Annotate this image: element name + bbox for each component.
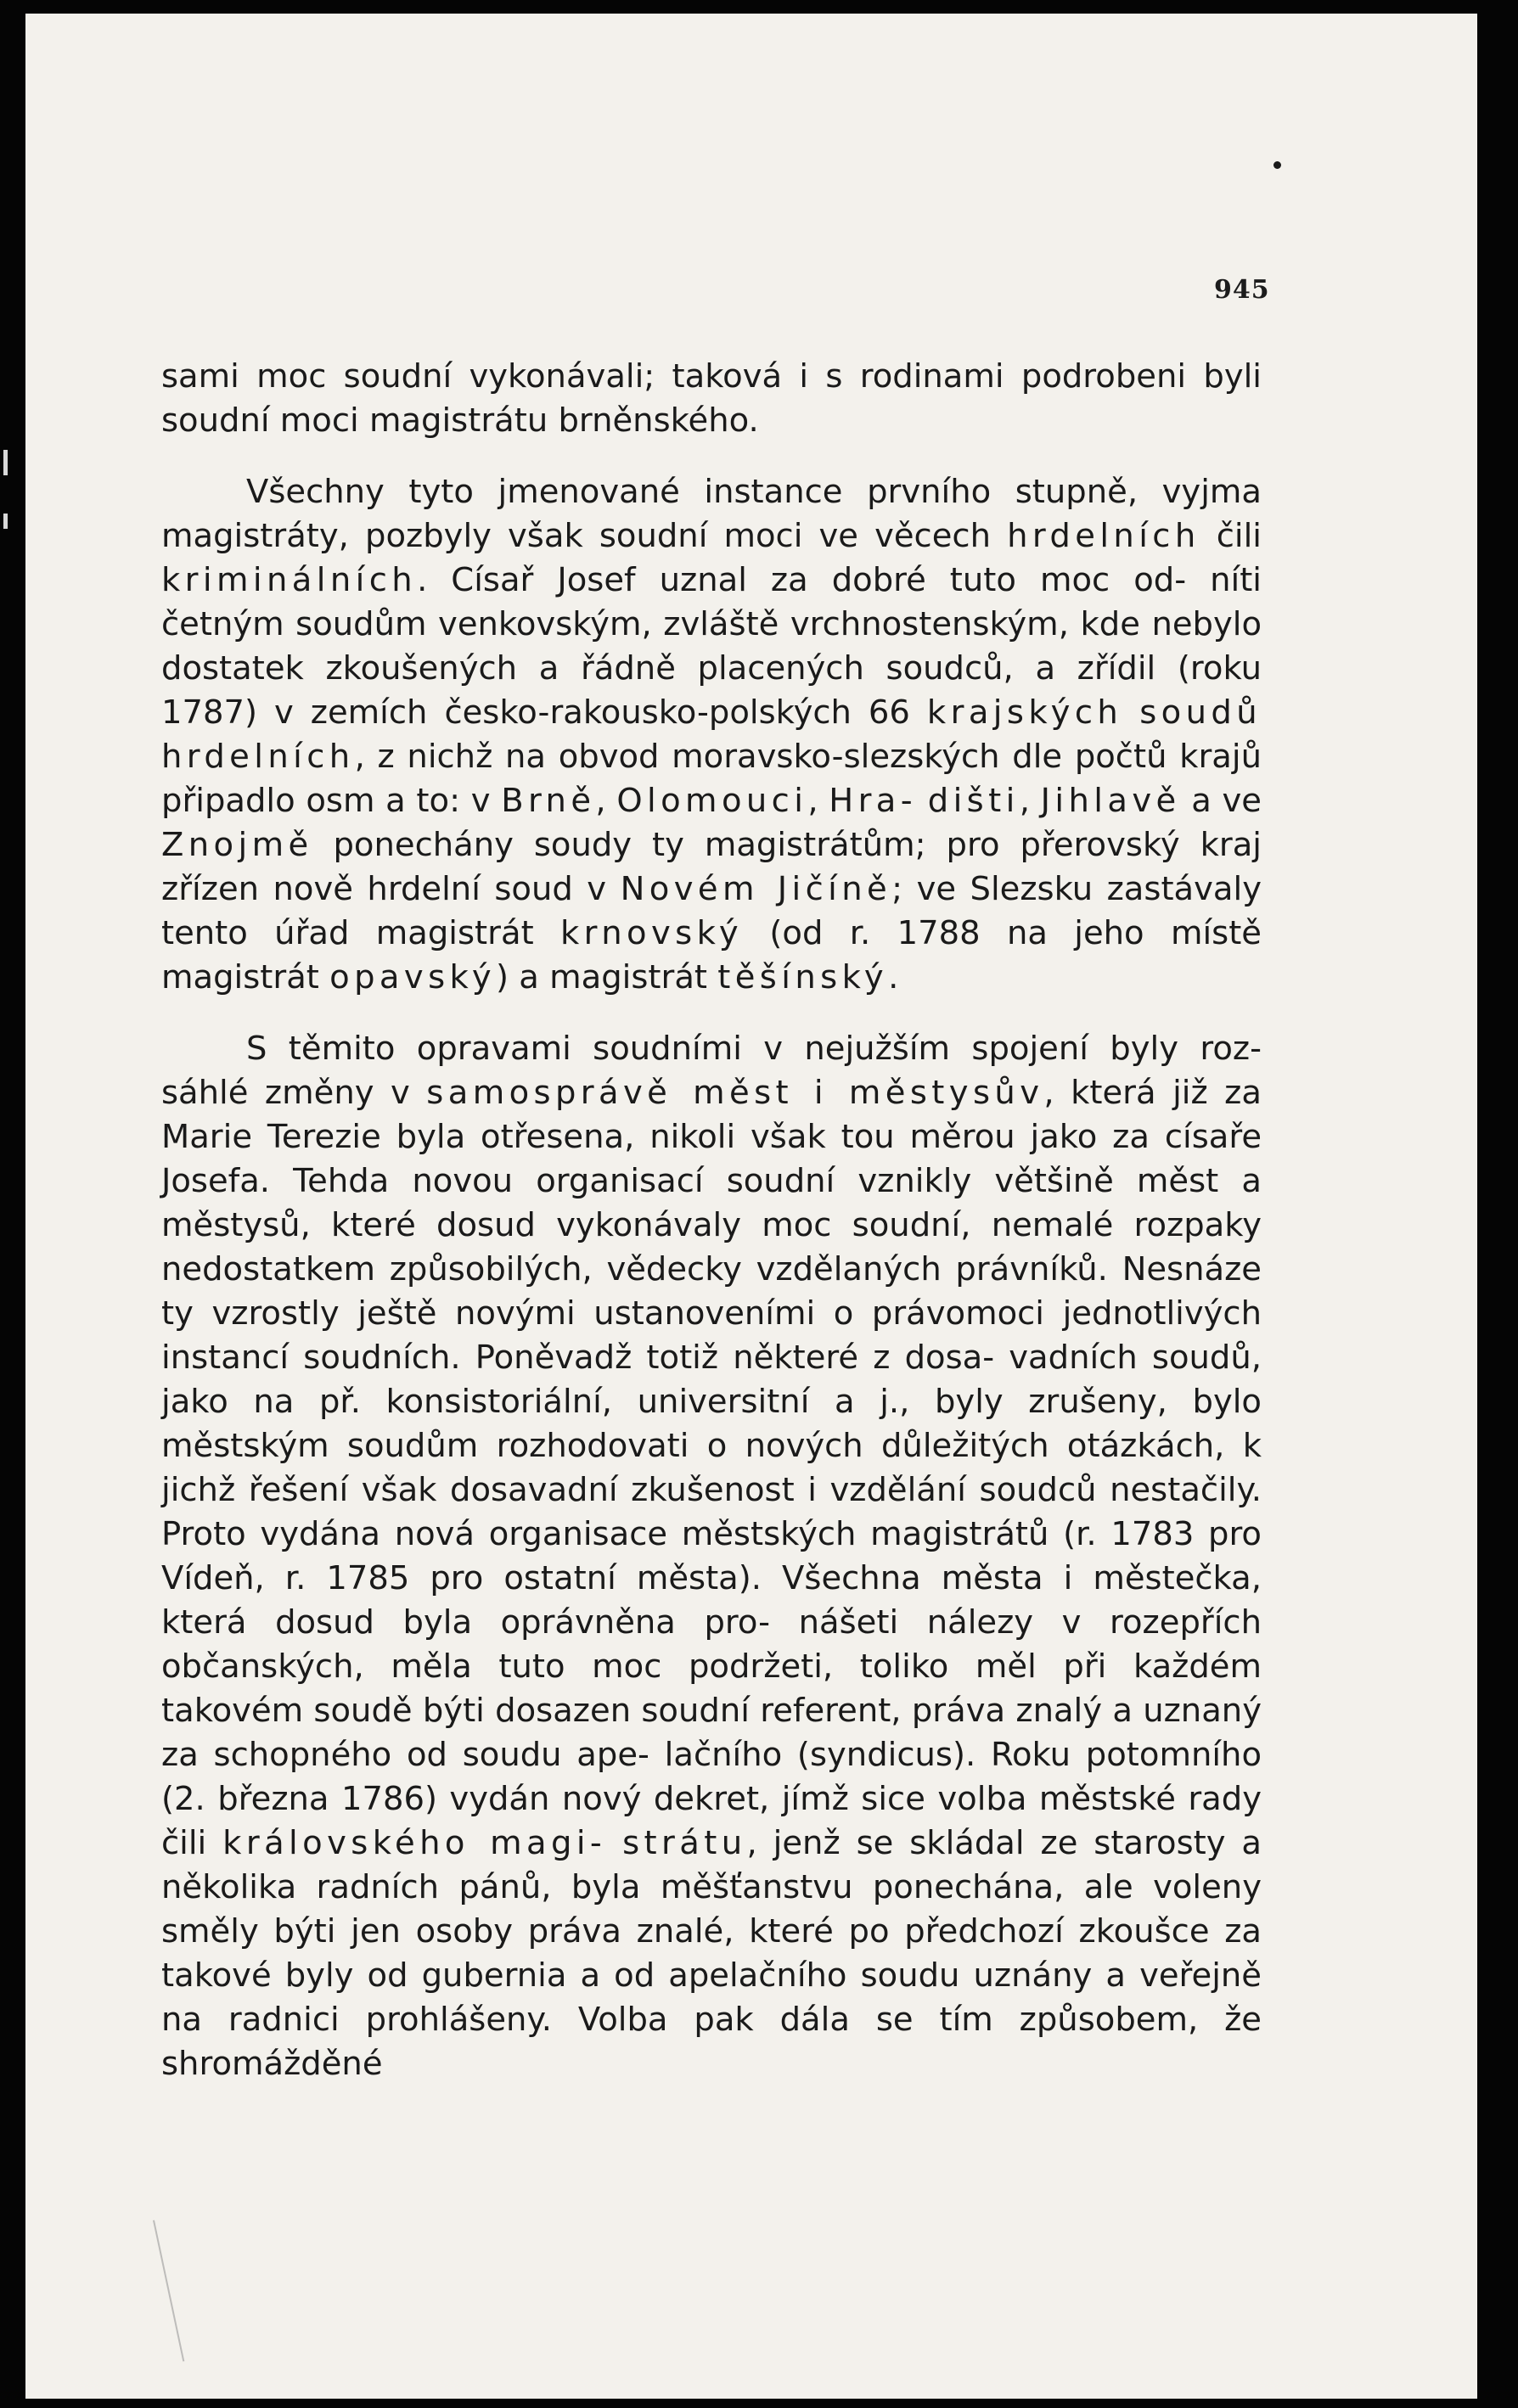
text-line: S těmito opravami soudními v nejužším spojení byly roz-: [246, 1030, 1262, 1068]
text-line: jednotlivých instancí soudních. Poněvadž totiž některé z dosa-: [161, 1294, 1262, 1377]
text-fragment: a ve: [1180, 782, 1262, 820]
scan-scratch: [153, 2220, 184, 2362]
text-fragment: ;: [891, 870, 903, 908]
text-line: rozpaky nedostatkem způsobilých, vědecky vzdělaných právníků.: [161, 1206, 1262, 1288]
text-line: byla měšťanstvu ponechána, ale voleny směly býti jen osoby: [161, 1868, 1262, 1951]
text-line: magistráty, pozbyly však soudní moci ve věcech: [161, 517, 1008, 555]
page-text: [161, 355, 1262, 2086]
text-line: magistrátů (r. 1783 pro Vídeň, r. 1785 pro ostatní města).: [161, 1515, 1262, 1597]
scan-margin-mark: [3, 514, 8, 529]
text-line: sáhlé změny v: [161, 1074, 427, 1112]
text-fragment: , jenž se skládal ze starosty a několika radních pánů,: [161, 1824, 1262, 1906]
page-number: 945: [1214, 275, 1270, 305]
text-line: byli soudní moci magistrátu brněnského.: [161, 357, 1262, 440]
emphasis: Olomouci: [616, 782, 808, 820]
text-line: ve Slezsku zastávaly tento úřad magistrát: [161, 870, 1262, 952]
book-page: [25, 14, 1477, 2399]
paragraph-1: [161, 355, 1262, 443]
emphasis: Jihlavě: [1040, 782, 1181, 820]
ink-dot: [1273, 161, 1281, 169]
text-line: měst a městysů, které dosud vykonávaly moc soudní, nemalé: [161, 1162, 1262, 1244]
text-line: dekret, jímž sice volba městské rady čili: [161, 1780, 1262, 1862]
text-fragment: , která již: [1043, 1074, 1208, 1112]
emphasis: opavský: [329, 958, 497, 996]
text-line: práva znalé, které po předchozí zkoušce za takové byly od: [161, 1912, 1262, 1995]
emphasis: kriminálních: [161, 561, 418, 599]
text-line: soudců nestačily. Proto vydána nová organisace městských: [161, 1471, 1262, 1553]
text-line: níti četným soudům venkovským, zvláště vrchnostenským, kde: [161, 561, 1262, 643]
emphasis: Znojmě: [161, 826, 313, 864]
text-fragment: ,: [595, 782, 617, 820]
text-line: pro přerovský kraj zřízen nově hrdelní soud v: [161, 826, 1262, 908]
text-fragment: .: [888, 958, 899, 996]
text-line: otázkách, k jichž řešení však dosavadní zkušenost i vzdělání: [161, 1427, 1262, 1509]
paragraph-2: [161, 470, 1262, 1000]
text-line: lačního (syndicus). Roku potomního (2. března 1786) vydán nový: [161, 1736, 1262, 1818]
emphasis: dišti: [927, 782, 1020, 820]
emphasis: krajských: [926, 693, 1123, 732]
text-line: vadních soudů, jako na př. konsistoriální, universitní a j., byly: [161, 1339, 1262, 1421]
emphasis: Hra-: [829, 782, 918, 820]
text-line: Všechny tyto jmenované instance prvního stupně, vyjma: [246, 473, 1262, 511]
text-line: počtů krajů připadlo osm a to: v: [161, 738, 1262, 820]
emphasis: těšínský: [717, 958, 889, 996]
emphasis: krnovský: [560, 914, 744, 952]
scan-margin-mark: [3, 450, 8, 475]
text-line: za Marie Terezie byla otřesena, nikoli však tou měrou jako za: [161, 1074, 1262, 1156]
text-fragment: , z nichž na obvod moravsko-slezských dle: [354, 738, 1063, 776]
emphasis: soudů hrdelních: [161, 693, 1262, 776]
text-line: císaře Josefa. Tehda novou organisací soudní vznikly většině: [161, 1118, 1262, 1200]
text-line: prohlášeny. Volba pak dála se tím způsobem, že shromážděné: [161, 2001, 1262, 2083]
text-line: referent, práva znalý a uznaný za schopného od soudu ape-: [161, 1692, 1262, 1774]
text-fragment: (od r. 1788: [743, 914, 981, 952]
text-fragment: ,: [807, 782, 829, 820]
emphasis: Novém Jičíně: [620, 870, 892, 908]
text-line: Nesnáze ty vzrostly ještě novými ustanoveními o právomoci: [161, 1250, 1262, 1333]
emphasis: hrdelních: [1007, 517, 1200, 555]
text-line: Všechna města i městečka, která dosud byla oprávněna pro-: [161, 1559, 1262, 1642]
text-fragment: ponechány soudy ty magistrátům;: [312, 826, 926, 864]
text-line: gubernia a od apelačního soudu uznány a veřejně na radnici: [161, 1956, 1262, 2039]
text-line: nebylo dostatek zkoušených a řádně placených soudců, a zřídil: [161, 605, 1262, 688]
text-fragment: . Císař Josef uznal za dobré tuto moc od-: [417, 561, 1187, 599]
text-line: nášeti nálezy v rozepřích občanských, měla tuto moc podržeti,: [161, 1603, 1262, 1686]
text-line: sami moc soudní vykonávali; taková i s rodinami podrobeni: [161, 357, 1187, 396]
emphasis: strátu: [622, 1824, 747, 1862]
emphasis: královského magi-: [222, 1824, 607, 1862]
text-fragment: ,: [1019, 782, 1041, 820]
text-line: na jeho místě magistrát: [161, 914, 1262, 996]
text-fragment: ) a magistrát: [496, 958, 718, 996]
emphasis: samosprávě měst i městysův: [426, 1074, 1044, 1112]
text-line: zrušeny, bylo městským soudům rozhodovati o nových důležitých: [161, 1383, 1262, 1465]
emphasis: Brně: [501, 782, 596, 820]
text-line: čili: [1216, 517, 1262, 555]
text-line: (roku 1787) v zemích česko-rakousko-polských 66: [161, 649, 1262, 732]
paragraph-3: [161, 1027, 1262, 2086]
text-line: toliko měl při každém takovém soudě býti dosazen soudní: [161, 1647, 1262, 1730]
